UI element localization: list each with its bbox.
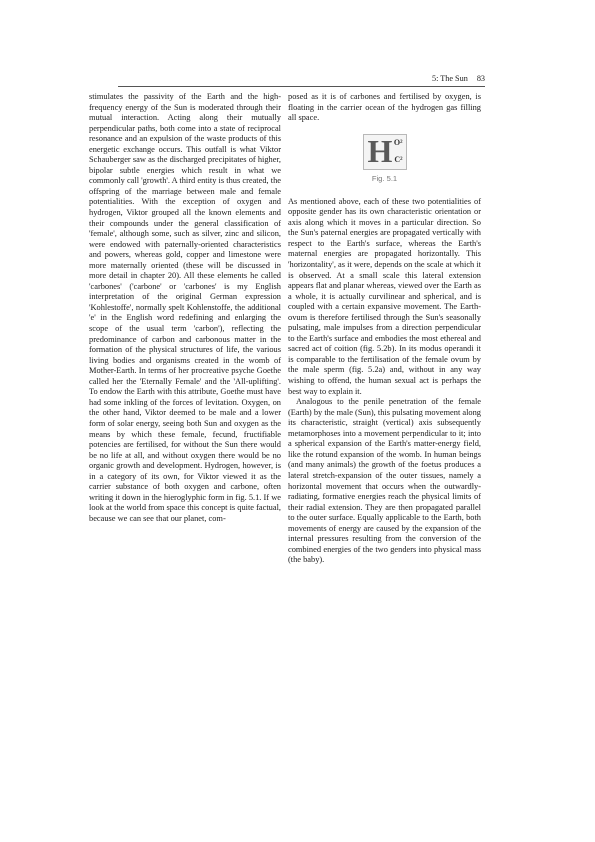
paragraph: posed as it is of carbones and fertilised by oxygen, is floating in the carrier ocean of the hydrogen gas filling all space. xyxy=(288,92,481,123)
figure-caption: Fig. 5.1 xyxy=(371,174,398,184)
glyph-oxygen: O² xyxy=(393,137,403,147)
running-head xyxy=(118,74,485,84)
paragraph: Analogous to the penile penetration of the female (Earth) by the male (Sun), this pulsating movement along its characteristic, straight (vertical) axis subsequently metamorphoses into a movement perpendicular to it; into a spherical expansion of the Earth's matter-energy field, like the rotund expansion of the womb. In human beings (and many animals) the growth of the foetus produces a lateral stretch-expansion of the outer tissues, namely a horizontal movement that occurs when the outwardly-radiating, formative energies reach the physical limits of their radial extension. They are then propagated parallel to the outer surface. Equally applicable to the Earth, both movements of energy are caused by the expansion of the internal pressures resulting from the conversion of the combined energies of the two genders into physical mass (the baby). xyxy=(288,397,481,565)
chapter-title: 5: The Sun xyxy=(432,74,468,83)
left-column xyxy=(89,92,281,524)
right-column xyxy=(288,92,481,566)
paragraph: As mentioned above, each of these two potentialities of opposite gender has its own characteristic orientation or axis along which it moves in a particular direction. So the Sun's paternal energies are propagated vertically with respect to the Earth's surface, whereas the Earth's maternal energies are propagated horizontally. This 'horizontality', as it were, depends on the scale at which it is observed. At a small scale this lateral extension appears flat and planar whereas, viewed over the Earth as a whole, it is actually curvilinear and spherical, and is coupled with a certain expansive movement. The Earth-ovum is therefore fertilised through the Sun's seasonally pulsating, male impulses from a direction perpendicular to the Earth's surface and embodies the most ethereal and sacred act of coition (fig. 5.2b). In its modus operandi it is comparable to the fertilisation of the female ovum by the male sperm (fig. 5.2a) and, without in any way wishing to offend, the human sexual act is perhaps the best way to explain it. xyxy=(288,196,481,396)
figure-5-1 xyxy=(288,134,481,185)
paragraph: stimulates the passivity of the Earth and the high-frequency energy of the Sun is moderated through their mutual interaction. Acting along their mutually perpendicular paths, both come into a state of reciprocal resonance and an expulsion of the waste products of this energetic exchange occurs. This outfall is what Viktor Schauberger saw as the discharged precipitates of higher, bipolar subtle energies which result in what we commonly call 'growth'. A third entity is thus created, the offspring of the marriage between male and female potentialities. With the exception of oxygen and hydrogen, Viktor grouped all the known elements and their compounds under the general classification of 'female', although some, such as silver, zinc and silicon, were endowed with paternally-oriented characteristics and powers, whereas gold, copper and limestone were more maternally oriented (these will be discussed in more detail in chapter 20). All these elements he called 'carbones' ('carbone' or 'carbones' is my English interpretation of the original German expression 'Kohlestoffe', normally spelt Kohlenstoffe, the additional 'e' in the English word redefining and enlarging the scope of the usual term 'carbon'), reflecting the predominance of carbon and carbonous matter in the formation of the physical structures of life, the various living bodies and organisms created in the womb of Mother-Earth. In terms of her procreative psyche Goethe called her the 'Eternally Female' and the 'All-uplifting'. To endow the Earth with this attribute, Goethe must have had some inkling of the forces of levitation. Oxygen, on the other hand, Viktor deemed to be male and a lower form of solar energy, seeing both Sun and oxygen as the means by which these female, fecund, fructifiable potencies are fertilised, for without the Sun there would be no life at all, and without oxygen there would be no organic growth and development. Hydrogen, however, is in a category of its own, for Viktor viewed it as the carrier substance of both oxygen and carbone, often writing it down in the hieroglyphic form in fig. 5.1. If we look at the world from space this concept is quite factual, because we can see that our planet, com- xyxy=(89,92,281,523)
glyph-h: H xyxy=(367,132,393,169)
page-number: 83 xyxy=(476,74,485,83)
header-rule xyxy=(118,86,485,87)
glyph-carbone: C² xyxy=(394,155,403,165)
hydrogen-glyph-figure xyxy=(363,134,407,170)
